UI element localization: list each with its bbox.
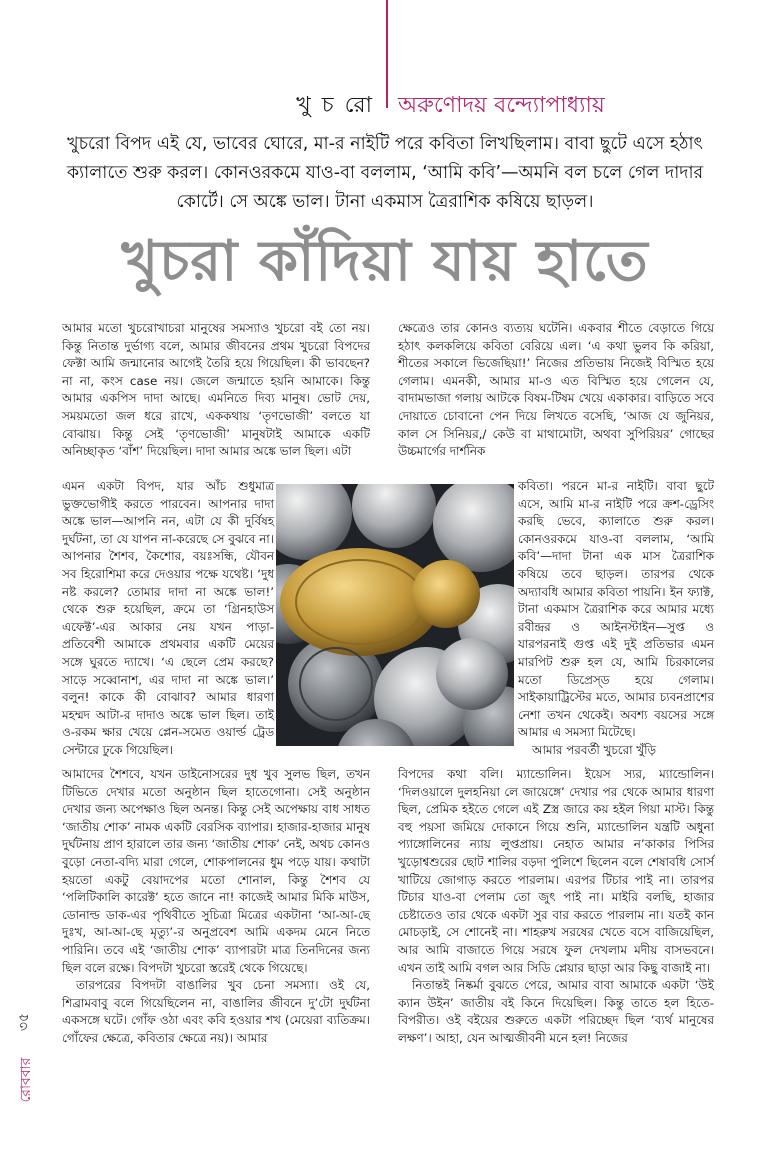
paragraph (518, 478, 714, 760)
article-headline: খুচরা কাঁদিয়া যায় হাতে (121, 229, 649, 294)
column-2-top (398, 320, 714, 461)
magazine-name: রোববার (18, 1057, 34, 1103)
paragraph-part: তারপরের বিপদটা বাঙালির খুব চেনা সমস্যা। ওই যে, শিব্রামবাবু বলে গিয়েছিলেন না, বাঙালির জীবনে দু’টো দুর্ঘটনা একসঙ্গে ঘটে। গোঁফ ওঠা এবং কবি হওয়ার শখ (মেয়েরা ব্যতিক্রম। গোঁফের ক্ষেত্রে, কবিতার ক্ষেত্রে নয়)। আমার (62, 978, 370, 1045)
column-name: খু চ রো (296, 93, 374, 118)
paragraph (398, 766, 714, 1048)
paragraph-part: নিতান্তই নিষ্কর্মা বুঝতে পেরে, আমার বাবা আমাকে একটা ‘উই ক্যান উইন’ জাতীয় বই কিনে দিয়েছিল। কিন্তু তাতে হল হিতে-বিপরীত। ওই বইয়ের শুরুতে একটা পরিচ্ছেদ ছিল ‘ব্যর্থ মানুষের লক্ষণ’। আহা, যেন আত্মজীবনী মনে হল! নিজের (398, 978, 714, 1045)
paragraph-part: আমার পরবর্তী খুচরো খুঁড়ি (532, 742, 657, 757)
paragraph-part: বিপদের কথা বলি। ম্যান্ডোলিন। ইয়েস স্যর, ম্যান্ডোলিন। ‘দিলওয়ালে দুলহনিয়া লে জায়েঙ্গে’ দেখার পর থেকে আমার ধারণা ছিল, প্রেমিক হইতে গেলে এই Zস্ত্র জারে কয় হইল গিয়া মাস্ট। কিন্তু বহু পয়সা জমিয়ে দোকানে গিয়ে শুনি, ম্যান্ডোলিন যন্ত্রটি অধুনা প্যাঙ্গোলিনের ন্যায় লুপ্তপ্রায়। নেহাত আমার ন’কাকার পিসির খুড়োশ্বশুরের ছোট শালির বড়দা পুলিশে ছিলেন বলে শেষাবধি সোর্স খাটিয়ে জোগাড় করতে পারলাম। এরপর টিচার পাই না। তারপর টিচার যাও-বা পেলাম তো জুৎ পাই না। মাইরি বলছি, হাজার চেষ্টাতেও তার থেকে একটা সুর বার করতে পারলাম না। যতই কান মোচড়াই, সে শোনেই না। শাহরুখ সরষের খেতে বসে বাজিয়েছিল, আর আমি বাজাতে গিয়ে সরষে ফুল দেখলাম মদীয় বাসভবনে। এখন তাই আমি বগল আর সিডি প্লেয়ার ছাড়া আর কিছু বাজাই না। (398, 767, 714, 975)
intro-paragraph: খুচরো বিপদ এই যে, ভাবের ঘোরে, মা-র নাইটি পরে কবিতা লিখছিলাম। বাবা ছুটে এসে হঠাৎ ক্যালাতে শুরু করল। কোনওরকমে যাও-বা বললাম, ‘আমি কবি’—অমনি বল চলে গেল দাদার কোর্টে। সে অঙ্কে ভাল। টানা একমাস ত্রৈরাশিক কষিয়ে ছাড়ল। (66, 134, 704, 212)
paragraph: এমন একটা বিপদ, যার আঁচ শুধুমাত্র ভুক্তভোগীই করতে পারবেন। আপনার দাদা অঙ্কে ভাল—আপনি নন, এটা যে কী দুর্বিষহ দুর্ঘটনা, তা যে যাপন না-করেছে সে বুঝবে না। আপনার শৈশব, কৈশোর, বয়ঃসন্ধি, যৌবন সব হিরোশিমা করে দেওয়ার পক্ষে যথেষ্ট। ‘দুধ নষ্ট করলে? তোমার দাদা না অঙ্কে ভাল!’ থেকে শুরু হয়েছিল, ক্রমে তা ‘গ্রিনহাউস এফেক্ট’-এর আকার নেয় যখন পাড়া-প্রতিবেশী আমাকে প্রথমবার একটি মেয়ের সঙ্গে ঘুরতে দ্যাখে। ‘এ ছেলে প্রেম করছে? সাড়ে সব্বোনাশ, এর দাদা না অঙ্কে ভাল।’ বলুন! কাকে কী বোঝাব? আমার ধারণা মহম্মদ আটা-র দাদাও অঙ্কে ভাল ছিল। তাই ও-রকম ক্ষার খেয়ে প্লেন-সমেত ওয়ার্ল্ড ট্রেড সেন্টারে ঢুকে গিয়েছিল। (62, 479, 274, 757)
paragraph: আমার মতো খুচরোখাচরা মানুষের সমস্যাও খুচরো বই তো নয়। কিন্তু নিতান্ত দুর্ভাগ্য বলে, আমার জীবনের প্রথম খুচরো বিপদের ফেক্টা আমি জন্মানোর আগেই তৈরি হয়ে গিয়েছিল। কী ভাবছেন? না না, কংস case নয়। জেলে জন্মাতে হয়নি আমাকে। কিন্তু আমার একপিস দাদা আছে। এমনিতে দিব্য মানুষ। ভোট দেয়, সময়মতো জল ধরে রাখে, এককথায় ‘তৃণভোজী’ বলতে যা বোঝায়। কিন্তু সেই ‘তৃণভোজী’ মানুষটাই আমাকে একটি অনিচ্ছাকৃত ‘বাঁশ’ দিয়েছিল। দাদা আমার অঙ্কে ভাল ছিল। এটা (62, 321, 370, 459)
column-1-bottom (62, 766, 370, 1048)
coins-illustration (276, 484, 514, 746)
column-1-wrap (62, 478, 274, 760)
column-2-bottom (398, 766, 714, 1048)
paragraph-part: আমাদের শৈশবে, যখন ডাইনোসরের দুধ খুব সুলভ ছিল, তখন টিভিতে দেখার মতো অনুষ্ঠান ছিল হাতেগোনা। সেই অনুষ্ঠান দেখার জন্য অপেক্ষাও ছিল অনন্ত। কিন্তু সেই অপেক্ষায় বাধ সাধত ‘জাতীয় শোক’ নামক একটি বেরসিক ব্যাপার। হাজার-হাজার মানুষ দুর্ঘটনায় প্রাণ হারালে তার জন্য ‘জাতীয় শোক’ নেই, অথচ কোনও বুড়ো নেতা-বদ্যি মারা গেলে, শোকপালনের ধুম পড়ে যায়। কথাটা হয়তো একটু বেয়াদপের মতো শোনাল, কিন্তু শৈশব যে ‘পলিটিকালি কারেক্ট’ হতে জানে না! কাজেই আমার মিকি মাউস, ডোনাল্ড ডাক-এর পৃথিবীতে সুচিত্রা মিত্রের একটানা ‘আ-আ-ছে দুঃখ, আ-আ-ছে মৃত্যু’-র অনুপ্রবেশ আমি একদম মেনে নিতে পারিনি। তবে এই ‘জাতীয় শোক’ ব্যাপারটা মাত্র তিনদিনের জন্য ছিল বলে রক্ষে। বিপদটা খুচরো স্তরেই থেকে গিয়েছে। (62, 767, 370, 975)
author-name: অরুণোদয় বন্দ্যোপাধ্যায় (398, 93, 605, 118)
paragraph-part: কবিতা। পরনে মা-র নাইটি। বাবা ছুটে এসে, আমি মা-র নাইটি পরে ক্রশ-ড্রেসিং করছি ভেবে, ক্যালাতে শুরু করল। কোনওরকমে যাও-বা বললাম, ‘আমি কবি’—দাদা টানা এক মাস ত্রৈরাশিক কষিয়ে তবে ছাড়ল। তারপর থেকে অদ্যাবধি আমার কবিতা পায়নি। ইন ফ্যাক্ট, টানা একমাস ত্রৈরাশিক করে আমার মধ্যে রবীন্দ্রর ও আইনস্টাইন—সুপ্ত ও যারপরনাই গুপ্ত এই দুই প্রতিভার এমন মারপিট শুরু হল যে, আমি চিরকালের মতো ডিপ্রেস্‌ড হয়ে গেলাম। সাইকায়াট্রিস্টের মতে, আমার চ্যবনপ্রাশের নেশা তখন থেকেই। অবশ্য বয়সের সঙ্গে আমার এ সমস্যা মিটেছে। (518, 479, 714, 740)
paragraph (62, 766, 370, 1048)
header-divider (386, 0, 388, 108)
page-number: ৩৫ (16, 1012, 32, 1032)
column-1-top (62, 320, 370, 461)
column-2-wrap (518, 478, 714, 760)
folio (14, 1010, 34, 1120)
coins-photo (276, 484, 514, 746)
paragraph: ক্ষেত্রেও তার কোনও ব্যত্যয় ঘটেনি। একবার শীতে বেড়াতে গিয়ে হঠাৎ কলকলিয়ে কবিতা বেরিয়ে এল। ‘এ কথা ভুলব কি করিয়া, শীতের সকালে ভিজেছিয়া!’ নিজের প্রতিভায় নিজেই বিস্মিত হয়ে গেলাম। এমনকী, আমার মা-ও এত বিস্মিত হয়ে গেলেন যে, বাদামভাজা গলায় আটকে বিষম-টিষম খেয়ে একাকার। বাড়িতে সবে দোয়াতে চোবানো পেন দিয়ে লিখতে বসেছি, ‘আজ যে জুনিয়র, কাল সে সিনিয়র,/ কেউ বা মাথামোটা, অথবা সুপিরিয়র’ গোছের উচ্চমার্গের দার্শনিক (398, 321, 714, 459)
